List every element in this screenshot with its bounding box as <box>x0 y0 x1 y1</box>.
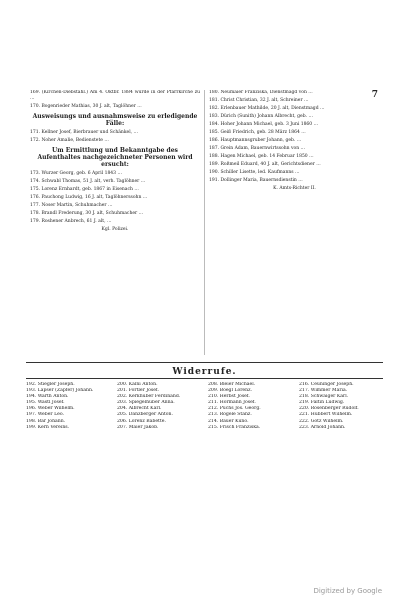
widerruf-item: 209. Boegl Lorenz. <box>208 388 252 394</box>
right-column <box>205 90 384 355</box>
entry-177: 177. Noser Martin, Schuhmacher … <box>30 203 113 208</box>
widerruf-item: 201. Fortler Josef. <box>117 388 159 394</box>
two-column-body <box>26 90 384 355</box>
entry-175: 175. Lorenz Ernhardt, geb. 1867 in Eisenach … <box>30 187 139 192</box>
entry-176: 176. Pauchong Ludwig, 16 J. alt, Taglöhnerssohn … <box>30 195 148 200</box>
authority-note: Kgl. Polizei. <box>101 227 129 232</box>
widerruf-item: 208. Bleier Michael. <box>208 382 256 387</box>
widerruf-item: 222. Götz Wilhelm. <box>299 418 344 424</box>
left-column <box>26 90 205 355</box>
entry-178: 178. Brandl Frederung, 30 J. alt, Schuhmacher … <box>30 211 144 216</box>
entry-171: 171. Kellner Josef, Bierbrauer und Schänkel, … <box>30 130 139 135</box>
widerruf-item: 217. Wimmer Maria. <box>299 388 348 394</box>
widerruf-item: 213. Rögele Stanz. <box>208 412 252 418</box>
entry-187: 187. Grein Adam, Bauernwirtssohn von … <box>209 146 306 151</box>
entry-189: 189. Roßmeil Eduard, 40 J. alt, Gerichtsdiener … <box>209 162 321 167</box>
entry-183: 183. Dürich (Sunith) Johann Albrecht, geb. … <box>209 114 313 119</box>
authority-note-right: K. Amts-Richter II. <box>273 186 316 191</box>
widerruf-item: 216. Ceuninger Joseph. <box>299 382 354 387</box>
section-title-widerrufe: Widerrufe. <box>172 367 237 377</box>
widerruf-item: 218. Schwaiger Karl. <box>299 394 349 400</box>
section-heading-ausweisung: Ausweisungs und ausnahmsweise zu erledigende Fälle: <box>32 113 198 127</box>
entry-172: 172. Noher Amalie, Bedienstete … <box>30 138 109 143</box>
widerruf-item: 196. Weber Wilhelm. <box>26 406 75 412</box>
widerruf-item: 214. Bauer Kuno. <box>208 418 249 424</box>
widerruf-item: 212. Puchs Jos. Georg. <box>208 406 261 412</box>
section-heading-ermittlung: Um Ermittlung und Bekanntgabe des Aufenthaltes nachgezeichneter Personen wird ersucht: <box>37 147 193 168</box>
widerruf-item: 221. Hubbert Wilhelm. <box>299 412 353 418</box>
entry-181: 181. Christ Christian, 32 J. alt, Schreiner … <box>209 98 309 103</box>
entry-191: 191. Dollinger Maria, Bauernsdienstin … <box>209 178 303 183</box>
widerruf-item: 199. Kern Vereins. <box>26 424 70 430</box>
widerruf-item: 193. Lapser (Zapfer) Johann. <box>26 388 94 394</box>
widerruf-item: 210. Herbst Josef. <box>208 394 250 400</box>
entry-190: 190. Schiller Lisette, led. Kaufmanns … <box>209 170 300 175</box>
entry-185: 185. Geiß Friedrich, geb. 28 März 1864 … <box>209 130 306 135</box>
divider-rule <box>26 362 383 363</box>
widerruf-item: 192. Stiegler Joseph. <box>26 382 75 387</box>
entry-184: 184. Hoher Johann Michael, geb. 3 Juni 1860 … <box>209 122 319 127</box>
widerruf-item: 195. Wastl Josef. <box>26 400 65 406</box>
widerruf-item: 215. Frisch Franziska. <box>208 424 261 430</box>
widerruf-item: 211. Hörmann Josef. <box>208 400 256 406</box>
widerrufe-list <box>26 382 384 431</box>
entry-182: 182. Erlenbauer Mathilde, 20 J. alt, Dienstmagd … <box>209 106 325 111</box>
widerruf-item: 223. Arnold Johann. <box>299 424 346 430</box>
widerruf-item: 207. Maier Jakob. <box>117 424 159 430</box>
page-number: 7 <box>371 90 378 100</box>
widerruf-item: 204. Albrecht Karl. <box>117 406 162 412</box>
widerruf-item: 194. Warth Anton. <box>26 394 69 400</box>
widerruf-item: 200. Kalni Anton. <box>117 382 158 387</box>
entry-188: 188. Hagen Michael, geb. 14 Februar 1850 … <box>209 154 314 159</box>
widerruf-item: 203. Spiegelhuber Anna. <box>117 400 175 406</box>
entry-179: 179. Roshener Anbrech, 61 J. alt, … <box>30 219 112 224</box>
entry-186: 186. Hauptmannsgruber Johann, geb. … <box>209 138 302 143</box>
widerruf-item: 220. Rosenberger Rudolf. <box>299 406 359 412</box>
entry-180: 180. Neumaier Franziska, Dienstmagd von … <box>209 90 313 95</box>
widerruf-item: 202. Kerkhuber Ferdinand. <box>117 394 181 400</box>
entry-173: 173. Wurzer Georg, geb. 6 April 1843 … <box>30 171 122 176</box>
entry-170: 170. Bogenrieder Mathias, 30 J. alt, Taglöhner … <box>30 104 142 109</box>
widerruf-item: 219. Faltin Ludwig. <box>299 400 345 406</box>
entry-169: 169. (Kirchen-Diebstahl.) Am 4. Oktbr. 1884 wurde in der Pfarrkirche zu … <box>30 90 200 101</box>
widerruf-item: 205. Danzberger Anton. <box>117 412 173 418</box>
divider-rule <box>26 378 383 379</box>
widerruf-item: 198. Bär Johann. <box>26 418 66 424</box>
entry-174: 174. Schwabl Thomas, 51 J. alt, verh. Taglöhner … <box>30 179 146 184</box>
digitized-watermark: Digitized by Google <box>313 587 382 595</box>
widerruf-item: 206. Lorenz Babette. <box>117 418 166 424</box>
widerruf-item: 197. Weber Leo. <box>26 412 64 418</box>
